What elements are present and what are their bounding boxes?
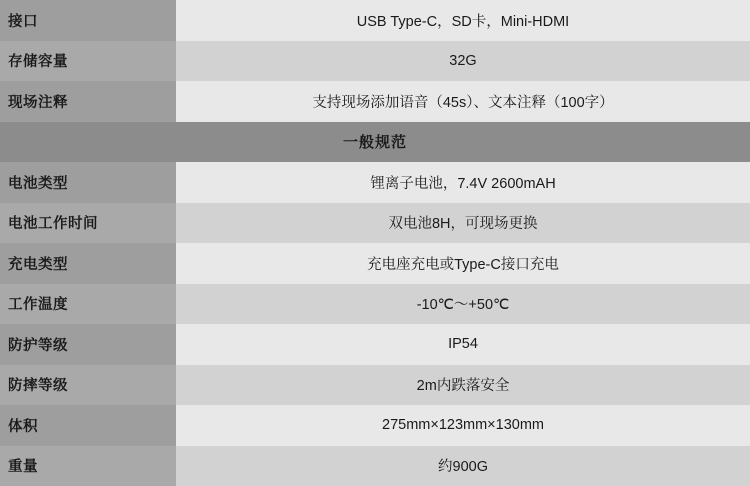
spec-value: -10℃～+50℃ bbox=[176, 284, 750, 325]
table-row bbox=[0, 41, 750, 82]
table-row bbox=[0, 365, 750, 406]
table-row bbox=[0, 81, 750, 122]
table-row bbox=[0, 405, 750, 446]
table-row bbox=[0, 203, 750, 244]
spec-label: 工作温度 bbox=[0, 284, 176, 325]
spec-label: 接口 bbox=[0, 0, 176, 41]
spec-value: 双电池8H，可现场更换 bbox=[176, 203, 750, 244]
table-row bbox=[0, 324, 750, 365]
table-row bbox=[0, 284, 750, 325]
spec-label: 防摔等级 bbox=[0, 365, 176, 406]
section-header-row bbox=[0, 122, 750, 163]
spec-label: 体积 bbox=[0, 405, 176, 446]
spec-label: 电池工作时间 bbox=[0, 203, 176, 244]
spec-value: IP54 bbox=[176, 324, 750, 365]
section-header-label: 一般规范 bbox=[0, 122, 750, 163]
spec-value: 32G bbox=[176, 41, 750, 82]
spec-value: 支持现场添加语音（45s）、文本注释（100字） bbox=[176, 81, 750, 122]
table-row bbox=[0, 162, 750, 203]
spec-label: 防护等级 bbox=[0, 324, 176, 365]
spec-value: USB Type-C，SD卡，Mini-HDMI bbox=[176, 0, 750, 41]
spec-value: 275mm×123mm×130mm bbox=[176, 405, 750, 446]
spec-label: 电池类型 bbox=[0, 162, 176, 203]
spec-value: 锂离子电池，7.4V 2600mAH bbox=[176, 162, 750, 203]
spec-value: 约900G bbox=[176, 446, 750, 486]
spec-value: 充电座充电或Type-C接口充电 bbox=[176, 243, 750, 284]
spec-label: 重量 bbox=[0, 446, 176, 486]
spec-label: 存储容量 bbox=[0, 41, 176, 82]
table-row bbox=[0, 243, 750, 284]
table-row bbox=[0, 0, 750, 41]
spec-value: 2m内跌落安全 bbox=[176, 365, 750, 406]
spec-label: 现场注释 bbox=[0, 81, 176, 122]
spec-label: 充电类型 bbox=[0, 243, 176, 284]
